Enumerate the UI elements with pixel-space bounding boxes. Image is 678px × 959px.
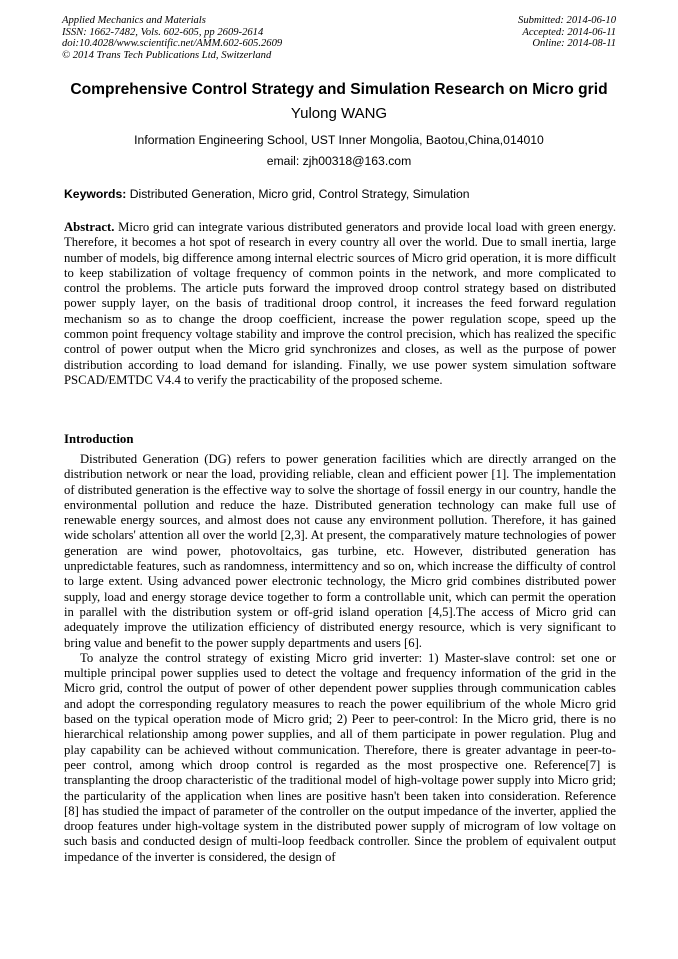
author-affiliation: Information Engineering School, UST Inner Mongolia, Baotou,China,014010 — [134, 133, 544, 147]
author-name: Yulong WANG — [290, 105, 388, 122]
intro-paragraph: Distributed Generation (DG) refers to power generation facilities which are directly arranged on the distribution network or near the load, providing reliable, clean and efficient power [1]. The implementation of distributed generation is the effective way to solve the shortage of fossil energy in our country, handle the environmental pollution and reduce the haze. Distributed generation technology can make full use of renewable energy sources, and almost does not cause any environment pollution. Therefore, it has gained wide scholars' attention all over the world [2,3]. At present, the comparatively mature technologies of power generation are wind power, photovoltaics, gas turbine, etc. However, distributed generation has unpredictable features, such as randomness, intermittency and so on, which increase the difficulty of control to large extent. Using advanced power electronic technology, the Micro grid combines distributed power supply, load and energy storage device together to form a controllable unit, which can permit the operation in parallel with the distribution system or off-grid island operation [4,5].The access of Micro grid can adequately improve the utilization efficiency of distributed energy resource, which is very significant to bring value and benefit to the power supply departments and users [6]. — [64, 452, 616, 650]
keywords-label: Keywords: — [64, 187, 127, 201]
submitted-date: Submitted: 2014-06-10 — [518, 15, 616, 26]
abstract — [64, 220, 616, 388]
section-heading-introduction: Introduction — [64, 432, 134, 446]
doi-line: doi:10.4028/www.scientific.net/AMM.602-605.2609 — [62, 38, 283, 50]
copyright-line: © 2014 Trans Tech Publications Ltd, Switzerland — [62, 49, 272, 61]
online-date: Online: 2014-08-11 — [532, 38, 616, 50]
author-email: email: zjh00318@163.com — [266, 154, 412, 168]
abstract-text: Micro grid can integrate various distributed generators and provide local load with green energy. Therefore, it becomes a hot spot of research in every country all over the world. Due to small inertia, large number of models, big difference among internal electric sources of Micro grid operation, it is more difficult to keep stabilization of voltage frequency of common points in the network, and more complicated to control the problems. The article puts forward the improved droop control strategy based on distributed power supply layer, on the basis of traditional droop control, it increases the feed forward regulation mechanism so as to change the droop coefficient, increase the power regulation scope, speed up the common point frequency voltage stability and improve the control precision, which has realized the specific control of power output when the Micro grid synchronizes and closes, as well as the purpose of power distribution according to load demand for islanding. Finally, we use power system simulation software PSCAD/EMTDC V4.4 to verify the practicability of the proposed scheme. — [64, 220, 616, 387]
paper-title: Comprehensive Control Strategy and Simulation Research on Micro grid — [70, 81, 608, 98]
issn-line: ISSN: 1662-7482, Vols. 602-605, pp 2609-2614 — [62, 26, 264, 38]
keywords-text: Distributed Generation, Micro grid, Control Strategy, Simulation — [126, 187, 470, 201]
accepted-date: Accepted: 2014-06-11 — [522, 26, 616, 38]
intro-paragraph: To analyze the control strategy of existing Micro grid inverter: 1) Master-slave control: set one or multiple principal power supplies used to detect the voltage and frequency information of the grid in the Micro grid, control the output of power of other dependent power supplies through communication cables and adopt the corresponding regulatory measures to reach the power equilibrium of the whole Micro grid based on the typical operation mode of Micro grid; 2) Peer to peer-control: In the Micro grid, there is no hierarchical relationship among power supplies, and all of them participate in power regulation. Plug and play capability can be achieved without communication. Therefore, there is greater advantage in peer-to-peer control, among which droop control is regarded as the most prospective one. Reference[7] is transplanting the droop characteristic of the traditional model of high-voltage power supply into Micro grid; the particularity of the application when lines are positive hasn't been taken into consideration. Reference [8] has studied the impact of parameter of the controller on the output impedance of the inverter, applied the droop features under high-voltage system in the distributed power supply of microgram of low voltage on such basis and conducted design of multi-loop feedback controller. Since the problem of equivalent output impedance of the inverter is considered, the design of — [64, 650, 616, 864]
keywords — [64, 187, 616, 202]
journal-info — [62, 15, 402, 61]
journal-name: Applied Mechanics and Materials — [62, 15, 206, 26]
introduction-body — [64, 452, 616, 865]
abstract-label: Abstract. — [64, 220, 115, 234]
publication-dates — [416, 15, 616, 50]
